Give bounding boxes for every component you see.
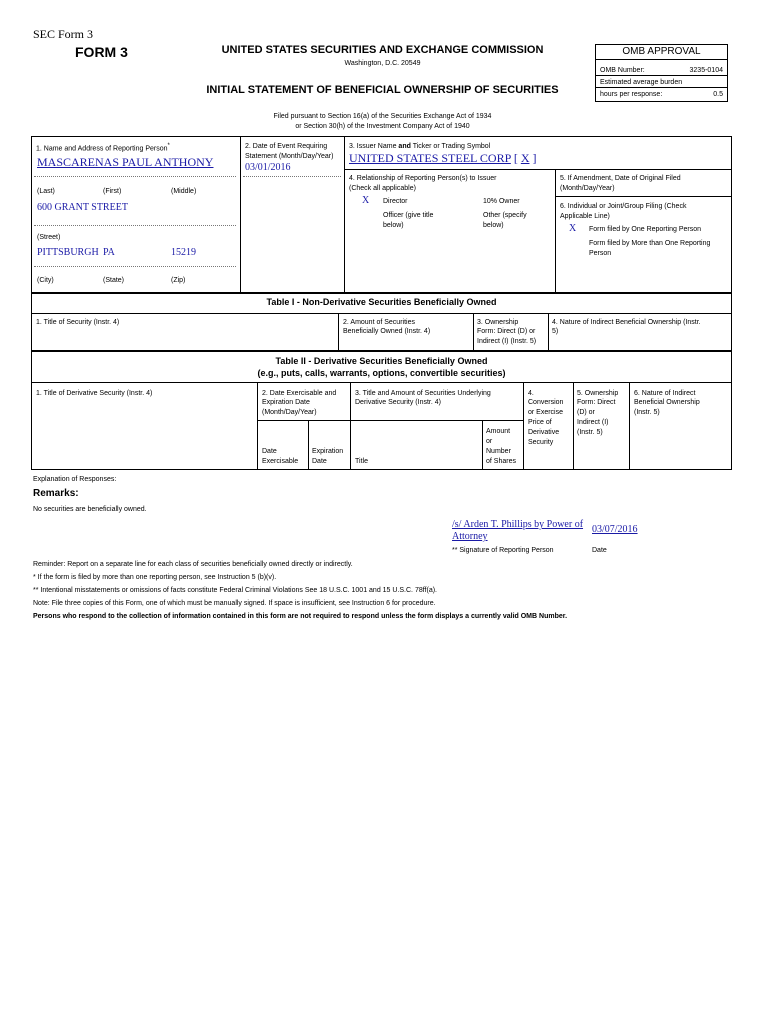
state-caption: (State) xyxy=(103,277,125,284)
expiration-date-1: Expiration xyxy=(312,448,344,455)
table-2-col-6-line-1: 6. Nature of Indirect xyxy=(634,390,696,397)
more-person-label-2: Person xyxy=(589,250,612,257)
remarks-label: Remarks: xyxy=(33,488,79,499)
ten-percent-owner-label: 10% Owner xyxy=(483,198,520,205)
table-2-col-5-line-1: 5. Ownership xyxy=(577,390,619,397)
omb-number-value: 3235-0104 xyxy=(689,67,723,74)
amount-shares-4: of Shares xyxy=(486,458,516,465)
table-2-title-2: (e.g., puts, calls, warrants, options, convertible securities) xyxy=(257,368,506,378)
table-2-col-6-line-3: (Instr. 5) xyxy=(634,409,660,416)
first-caption: (First) xyxy=(103,188,122,195)
event-date-value: 03/01/2016 xyxy=(245,162,291,173)
other-label-2: below) xyxy=(483,222,504,229)
table-2-col-2-line-1: 2. Date Exercisable and xyxy=(262,390,337,397)
filed-line-1: Filed pursuant to Section 16(a) of the Securities Exchange Act of 1934 xyxy=(273,113,492,120)
date-caption: Date xyxy=(592,547,607,554)
note-1: * If the form is filed by more than one reporting person, see Instruction 5 (b)(v). xyxy=(33,574,277,581)
remarks-text: No securities are beneficially owned. xyxy=(33,506,147,513)
table-2-col-5-line-2: Form: Direct xyxy=(577,399,616,406)
expiration-date-2: Date xyxy=(312,458,327,465)
form-title: FORM 3 xyxy=(75,44,128,60)
director-check-mark: X xyxy=(362,195,370,206)
table-2-col-2-line-2: Expiration Date xyxy=(262,399,310,406)
signature-line-1[interactable]: /s/ Arden T. Phillips by Power of xyxy=(452,519,584,530)
underlying-title: Title xyxy=(355,458,368,465)
city-value: PITTSBURGH xyxy=(37,247,99,258)
street-caption: (Street) xyxy=(37,234,61,241)
table-1-col-3-line-2: Form: Direct (D) or xyxy=(477,328,536,335)
note-3: Note: File three copies of this Form, one of which must be manually signed. If space is insufficient, see Instruction 6 for procedure. xyxy=(33,600,436,607)
table-1-col-4-line-1: 4. Nature of Indirect Beneficial Ownership (Instr. xyxy=(552,319,701,326)
director-label: Director xyxy=(383,198,408,205)
agency-title: UNITED STATES SECURITIES AND EXCHANGE COMMISSION xyxy=(221,44,544,56)
state-value: PA xyxy=(103,247,115,258)
signature-line-2[interactable]: Attorney xyxy=(452,531,488,542)
city-caption: (City) xyxy=(37,277,54,284)
explanation-label: Explanation of Responses: xyxy=(33,476,117,483)
table-2-col-3-line-1: 3. Title and Amount of Securities Underlying xyxy=(355,390,491,397)
statement-title: INITIAL STATEMENT OF BENEFICIAL OWNERSHIP OF SECURITIES xyxy=(206,84,559,96)
amount-shares-3: Number xyxy=(486,448,511,455)
other-label-1: Other (specify xyxy=(483,212,527,219)
box4-label-2: (Check all applicable) xyxy=(349,185,416,192)
issuer-line: UNITED STATES STEEL CORP [ X ] xyxy=(349,151,537,165)
reminder-text: Reminder: Report on a separate line for each class of securities beneficially owned directly or indirectly. xyxy=(33,561,353,568)
omb-hours-label: hours per response: xyxy=(600,91,663,98)
box6-label-1: 6. Individual or Joint/Group Filing (Check xyxy=(560,203,687,210)
box5-label-2: (Month/Day/Year) xyxy=(560,185,615,192)
table-2-col-4-line-2: Conversion xyxy=(528,399,564,406)
date-exercisable-1: Date xyxy=(262,448,277,455)
last-caption: (Last) xyxy=(37,188,55,195)
more-person-label-1: Form filed by More than One Reporting xyxy=(589,240,711,247)
table-2-col-5-line-3: (D) or xyxy=(577,409,595,416)
table-1-col-2-line-2: Beneficially Owned (Instr. 4) xyxy=(343,328,431,335)
officer-label-1: Officer (give title xyxy=(383,212,434,219)
omb-hours-value: 0.5 xyxy=(713,91,723,98)
issuer-name[interactable]: UNITED STATES STEEL CORP xyxy=(349,151,511,165)
table-2-col-5-line-5: (Instr. 5) xyxy=(577,429,603,436)
zip-caption: (Zip) xyxy=(171,277,186,284)
date-exercisable-2: Exercisable xyxy=(262,458,299,465)
table-1-col-3-line-1: 3. Ownership xyxy=(477,319,519,326)
signature-date: 03/07/2016 xyxy=(592,524,638,535)
middle-caption: (Middle) xyxy=(171,188,197,195)
box4-label-1: 4. Relationship of Reporting Person(s) to Issuer xyxy=(349,175,497,182)
amount-shares-1: Amount xyxy=(486,428,511,435)
note-4: Persons who respond to the collection of information contained in this form are not required to respond unless the form displays a currently valid OMB Number. xyxy=(33,613,568,620)
box1-label: 1. Name and Address of Reporting Person* xyxy=(36,143,170,153)
box3-label: 3. Issuer Name and Ticker or Trading Symbol xyxy=(349,143,491,150)
table-2-col-2-line-3: (Month/Day/Year) xyxy=(262,409,317,416)
omb-number-label: OMB Number: xyxy=(600,67,645,74)
table-1-col-1: 1. Title of Security (Instr. 4) xyxy=(36,319,120,326)
table-2-col-4-line-6: Security xyxy=(528,439,554,446)
omb-title: OMB APPROVAL xyxy=(596,45,727,60)
box2-label-1: 2. Date of Event Requiring xyxy=(245,143,328,150)
signature-caption: ** Signature of Reporting Person xyxy=(452,547,554,554)
table-2-col-4-line-4: Price of xyxy=(528,419,552,426)
table-1-title: Table I - Non-Derivative Securities Beneficially Owned xyxy=(266,297,497,307)
amount-shares-2: or xyxy=(486,438,493,445)
box2-label-2: Statement (Month/Day/Year) xyxy=(245,153,334,160)
table-2-col-4-line-1: 4. xyxy=(528,390,534,397)
one-person-label: Form filed by One Reporting Person xyxy=(589,226,702,233)
box5-label-1: 5. If Amendment, Date of Original Filed xyxy=(560,175,681,182)
table-2-col-3-line-2: Derivative Security (Instr. 4) xyxy=(355,399,441,406)
agency-location: Washington, D.C. 20549 xyxy=(344,60,421,67)
street-value: 600 GRANT STREET xyxy=(37,202,128,213)
one-person-check-mark: X xyxy=(569,223,577,234)
table-2-col-4-line-5: Derivative xyxy=(528,429,560,436)
table-2-col-4-line-3: or Exercise xyxy=(528,409,564,416)
table-2-title-1: Table II - Derivative Securities Beneficially Owned xyxy=(275,356,488,366)
omb-burden-label: Estimated average burden xyxy=(600,79,683,86)
filed-line-2: or Section 30(h) of the Investment Company Act of 1940 xyxy=(295,123,470,130)
note-2: ** Intentional misstatements or omissions of facts constitute Federal Criminal Violations See 18 U.S.C. 1001 and 15 U.S.C. 78ff(a). xyxy=(33,587,437,594)
table-2-col-5-line-4: Indirect (I) xyxy=(577,419,609,426)
table-2-col-1: 1. Title of Derivative Security (Instr. 4) xyxy=(36,390,153,397)
ticker-symbol[interactable]: X xyxy=(520,151,530,165)
table-2-col-6-line-2: Beneficial Ownership xyxy=(634,399,700,406)
sec-form-label: SEC Form 3 xyxy=(33,27,94,41)
table-1-col-2-line-1: 2. Amount of Securities xyxy=(343,319,415,326)
omb-approval-box xyxy=(595,44,728,102)
box6-label-2: Applicable Line) xyxy=(560,213,610,220)
reporting-person-name[interactable]: MASCARENAS PAUL ANTHONY xyxy=(37,155,214,169)
table-1-col-3-line-3: Indirect (I) (Instr. 5) xyxy=(477,338,537,345)
officer-label-2: below) xyxy=(383,222,404,229)
zip-value: 15219 xyxy=(171,247,196,258)
table-1-col-4-line-2: 5) xyxy=(552,328,559,335)
